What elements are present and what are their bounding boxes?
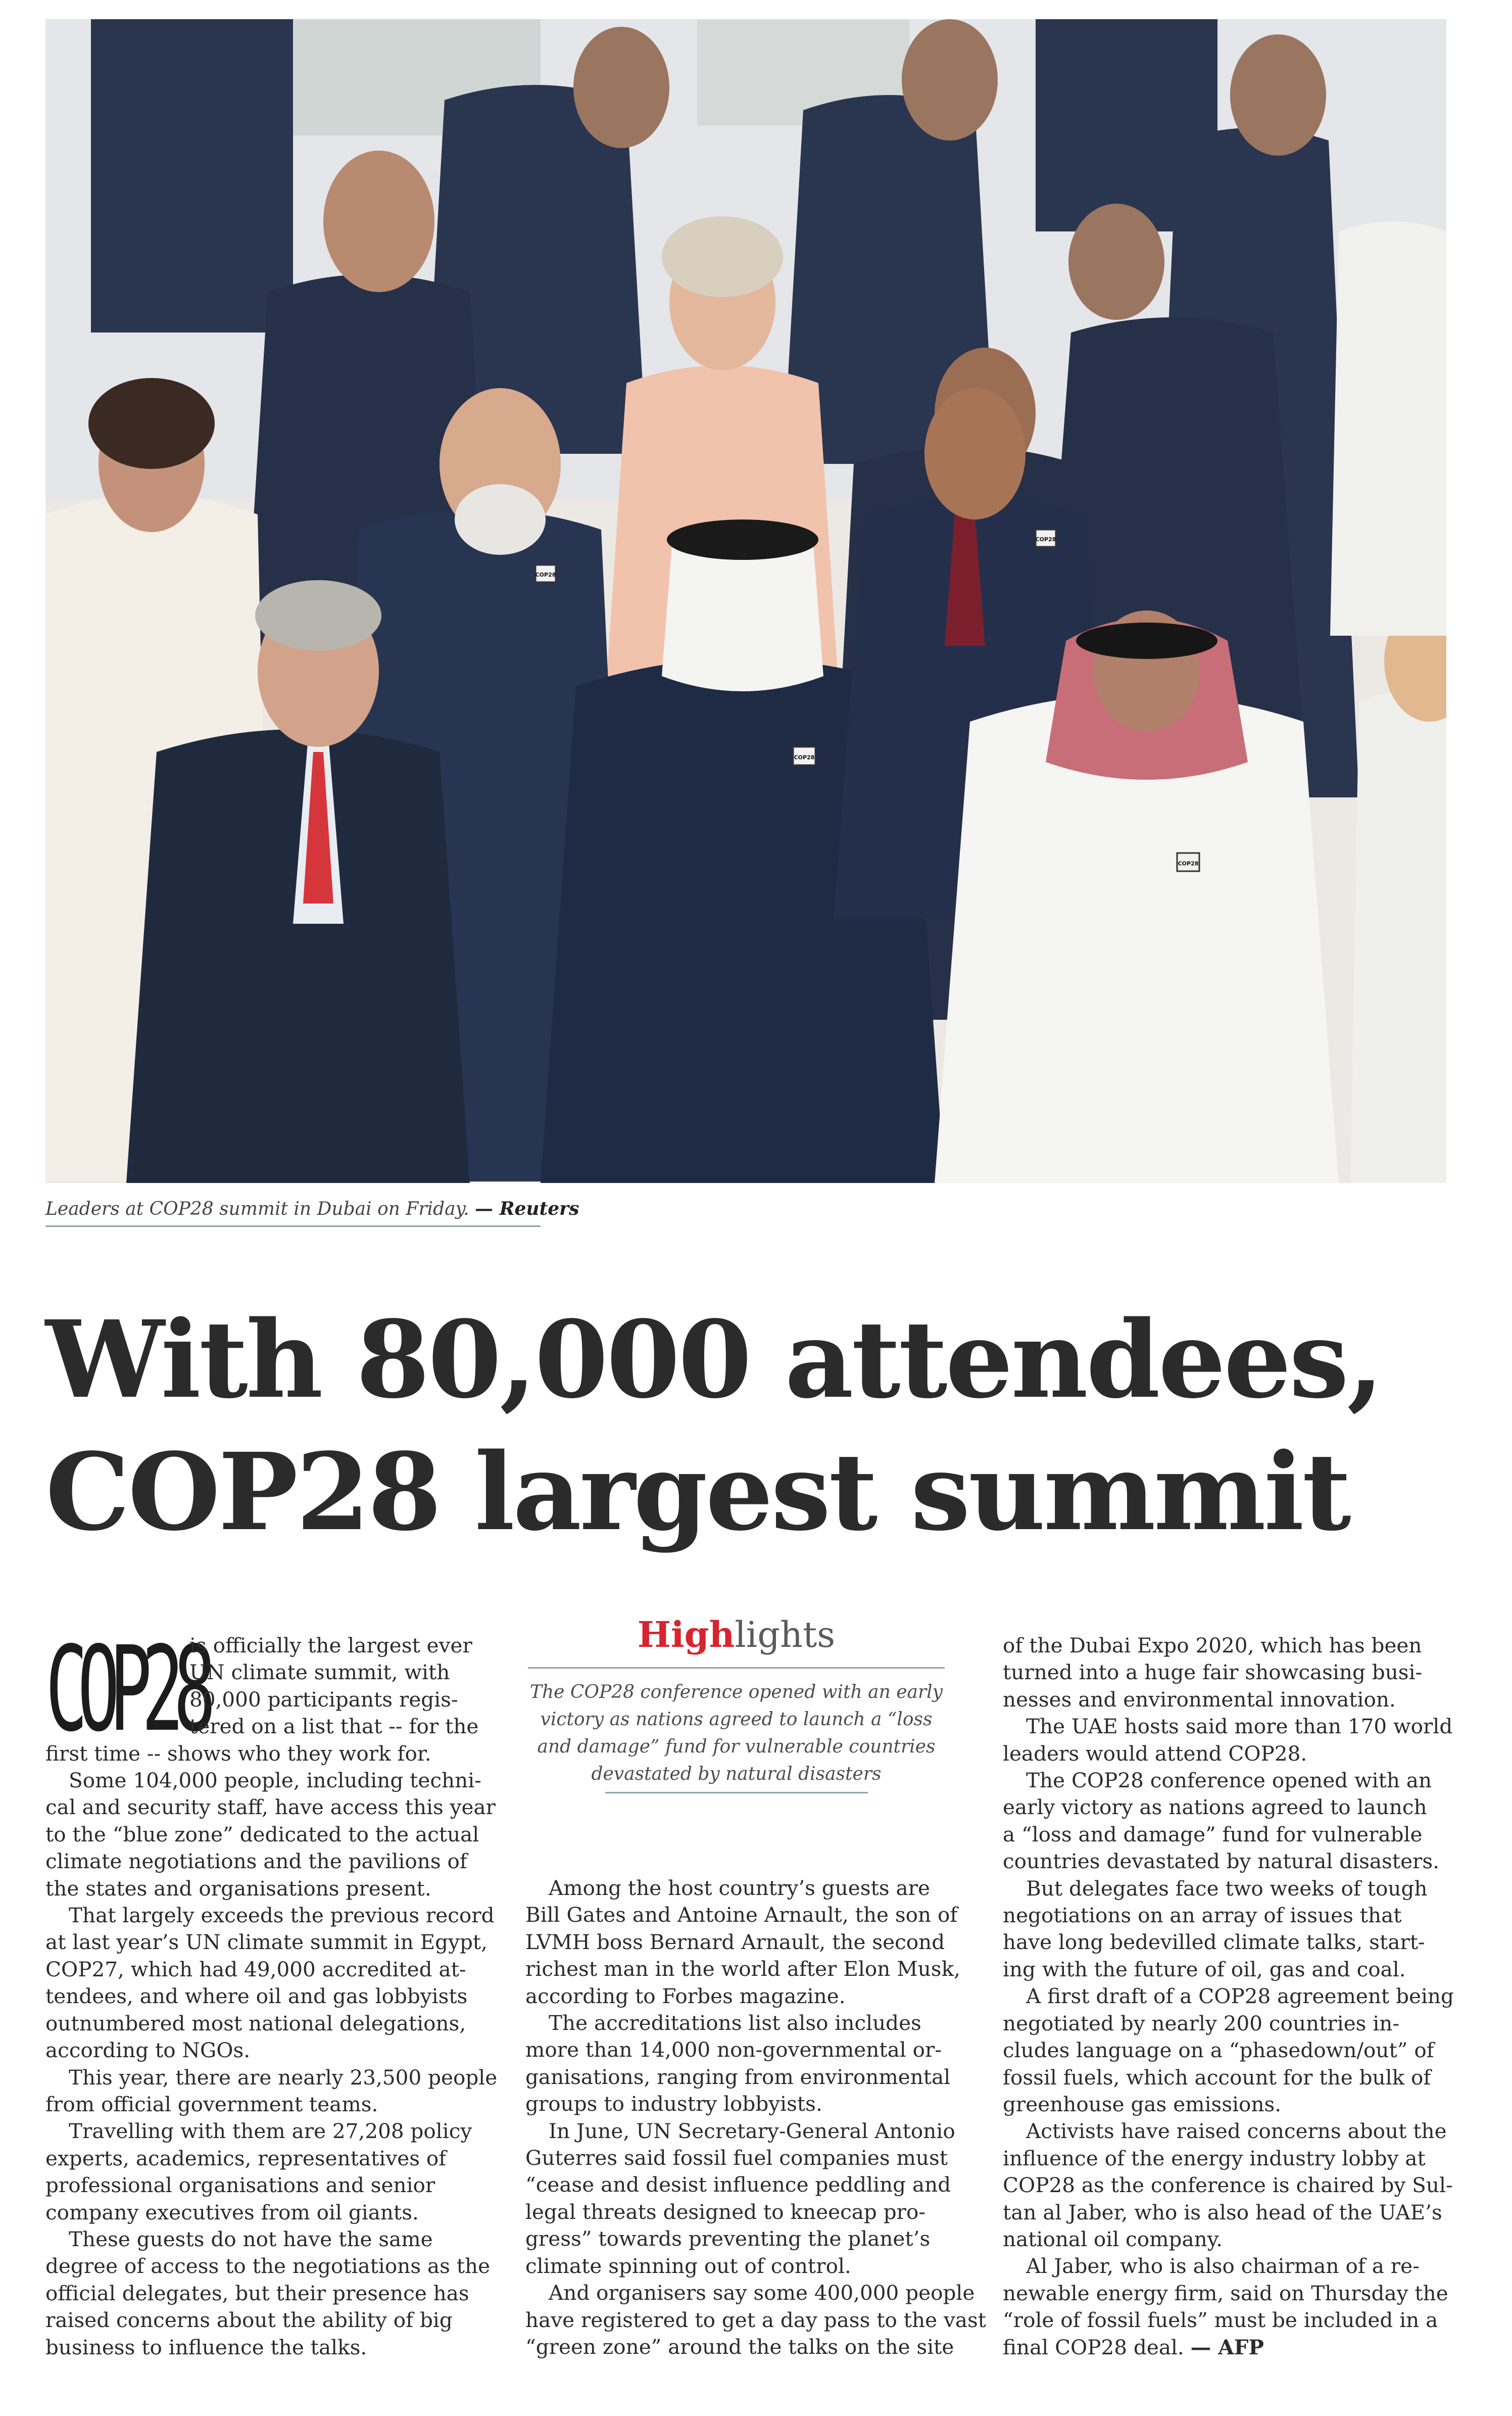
col1-line: company executives from oil giants. [45,2200,419,2224]
highlights-line: and damage” fund for vulnerable countries [537,1736,936,1757]
col1-line: experts, academics, representatives of [45,2146,447,2170]
col2-line: gress” towards preventing the planet’s [525,2226,931,2251]
col3-last-line [1003,2334,1457,2361]
col2-line: In June, UN Secretary-General Antonio [549,2118,955,2143]
col2-line: more than 14,000 non-governmental or- [525,2038,942,2062]
col1-line: These guests do not have the same [69,2226,433,2251]
col1-line: according to NGOs. [45,2038,251,2063]
col2-line: Among the host country’s guests are [549,1876,930,1900]
col1-line: cal and security staff, have access this year [45,1795,496,1820]
col1-line: Travelling with them are 27,208 policy [69,2119,472,2144]
col1-line: from official government teams. [45,2092,378,2116]
highlights-title [528,1615,945,1669]
photo-caption [45,1198,579,1227]
col1-line: raised concerns about the ability of big [45,2308,453,2333]
highlights-line: victory as nations agreed to launch a “loss [540,1709,933,1730]
col3-line: leaders would attend COP28. [1003,1741,1307,1766]
col1-line: climate negotiations and the pavilions of [45,1849,467,1874]
col2-line: “cease and desist influence peddling and [525,2172,951,2197]
article-signoff: — AFP [1190,2335,1264,2359]
col1-line: degree of access to the negotiations as the [45,2254,491,2279]
col1-line: the states and organisations present. [45,1876,431,1901]
col3-line: early victory as nations agreed to launch [1003,1795,1427,1820]
col1-line: at last year’s UN climate summit in Egypt, [45,1930,488,1955]
headline-line-2: COP28 largest summit [45,1430,1349,1554]
col3-line: greenhouse gas emissions. [1003,2092,1282,2116]
col2-line: according to Forbes magazine. [525,1983,846,2008]
col3-line: But delegates face two weeks of tough [1026,1876,1428,1901]
col3-line: negotiated by nearly 200 countries in- [1003,2011,1400,2035]
col3-line: turned into a huge fair showcasing busi- [1003,1660,1423,1685]
col3-line: Al Jaber, who is also chairman of a re- [1026,2254,1420,2279]
col3-line: COP28 as the conference is chaired by Sul- [1003,2173,1453,2198]
cop28-badge-label: COP28 [794,754,815,761]
cop28-badge-label: COP28 [1035,536,1056,543]
highlights-line: The COP28 conference opened with an early [529,1682,943,1702]
col3-line: final COP28 deal. [1003,2335,1184,2359]
col1-line: business to influence the talks. [45,2335,367,2359]
col1-line: COP27, which had 49,000 accredited at- [45,1957,466,1981]
highlights-box [528,1615,945,1793]
cop28-badge-label: COP28 [535,572,556,579]
col1-line: professional organisations and senior [45,2173,435,2198]
col1-line: first time -- shows who they work for. [45,1741,431,1766]
col3-line: “role of fossil fuels” must be included in a [1003,2308,1438,2333]
highlights-title-strong: High [637,1614,735,1655]
col2-line: ganisations, ranging from environmental [525,2064,951,2089]
highlights-text [528,1669,945,1788]
col3-line: The UAE hosts said more than 170 world [1026,1714,1453,1739]
col3-line: influence of the energy industry lobby at [1003,2146,1426,2170]
headline [45,1294,1460,1558]
col3-line: newable energy firm, said on Thursday the [1003,2281,1448,2305]
article-column-3 [1003,1632,1457,2361]
article-column-1 [45,1621,498,2361]
col2-line: legal threats designed to kneecap pro- [525,2199,926,2224]
col3-line: fossil fuels, which account for the bulk of [1003,2065,1431,2090]
cop28-badge-label: COP28 [1178,860,1199,867]
col3-line: negotiations on an array of issues that [1003,1903,1402,1928]
col3-line: of the Dubai Expo 2020, which has been [1003,1633,1422,1657]
col3-line: a “loss and damage” fund for vulnerable [1003,1822,1423,1846]
col3-line: have long bedevilled climate talks, start- [1003,1930,1425,1955]
col1-line: tered on a list that -- for the [189,1714,479,1739]
col2-line: Guterres said fossil fuel companies must [525,2146,948,2170]
col3-line: The COP28 conference opened with an [1026,1768,1432,1793]
col2-line: “green zone” around the talks on the site [525,2334,954,2359]
highlights-bottom-rule [605,1792,868,1793]
col1-line: UN climate summit, with [189,1660,450,1685]
caption-credit: — Reuters [475,1198,579,1219]
col3-line: nesses and environmental innovation. [1003,1687,1396,1712]
col2-line: groups to industry lobbyists. [525,2092,822,2116]
col2-line: richest man in the world after Elon Musk, [525,1957,960,1981]
col3-line: tan al Jaber, who is also head of the UAE’s [1003,2200,1442,2224]
col2-line: Bill Gates and Antoine Arnault, the son of [525,1903,958,1927]
col3-line: cludes language on a “phasedown/out” of [1003,2038,1434,2063]
col1-line: This year, there are nearly 23,500 people [69,2065,498,2090]
leaders-group-photo [45,19,1446,1183]
col3-line: national oil company. [1003,2226,1223,2251]
news-photo [45,19,1446,1183]
highlights-title-rest: lights [735,1614,836,1655]
col1-line: outnumbered most national delegations, [45,2011,466,2035]
col3-line: Activists have raised concerns about the [1026,2119,1447,2144]
col1-line: to the “blue zone” dedicated to the actual [45,1822,479,1846]
col1-line: official delegates, but their presence has [45,2281,469,2305]
article-column-2 [525,1875,987,2360]
col1-line: is officially the largest ever [189,1633,472,1657]
col1-line: Some 104,000 people, including techni- [69,1768,481,1793]
drop-cap: COP28 [45,1621,206,1758]
col1-line: That largely exceeds the previous record [69,1903,495,1928]
highlights-line: devastated by natural disasters [591,1764,882,1784]
col2-line: The accreditations list also includes [549,2011,921,2035]
col2-line: climate spinning out of control. [525,2253,851,2278]
col2-line: LVMH boss Bernard Arnault, the second [525,1929,945,1954]
col3-line: ing with the future of oil, gas and coal. [1003,1957,1406,1981]
caption-text: Leaders at COP28 summit in Dubai on Friday. [45,1199,469,1219]
col2-line: have registered to get a day pass to the vast [525,2307,987,2332]
col3-line: countries devastated by natural disasters. [1003,1849,1440,1874]
headline-line-1: With 80,000 attendees, [45,1297,1382,1422]
col1-line: tendees, and where oil and gas lobbyists [45,1984,468,2009]
col1-line: 80,000 participants regis- [189,1687,458,1712]
col3-line: A first draft of a COP28 agreement being [1026,1984,1454,2009]
col2-line: And organisers say some 400,000 people [549,2281,975,2305]
